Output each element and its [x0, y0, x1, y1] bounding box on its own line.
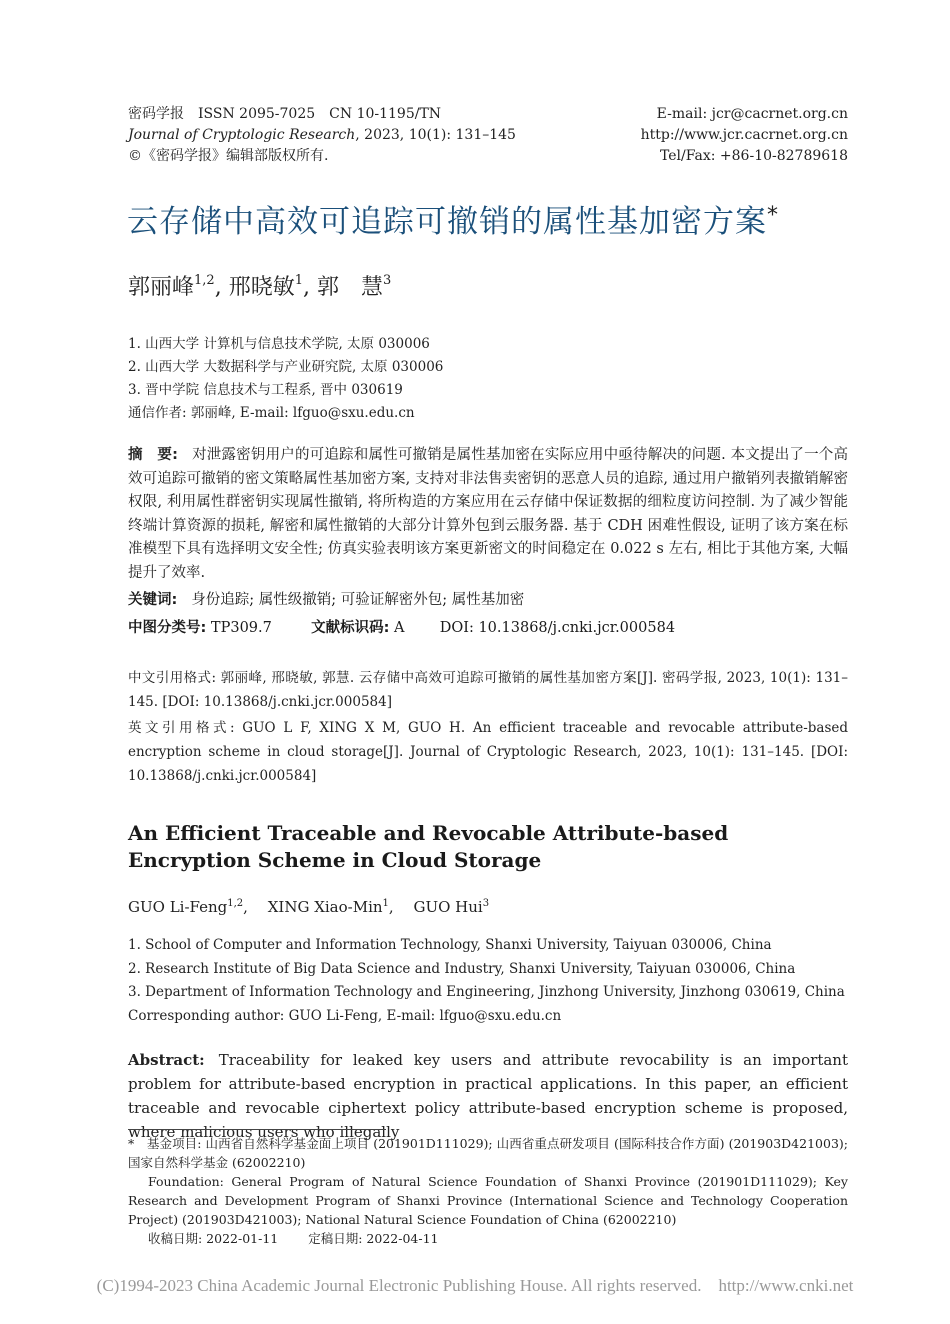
author-cn: 邢晓敏	[228, 275, 295, 300]
journal-name: Journal of Cryptologic Research	[128, 127, 356, 143]
journal-copyright-line: ©《密码学报》编辑部版权所有.	[128, 148, 329, 164]
accepted-date: 定稿日期: 2022-04-11	[308, 1231, 439, 1246]
corresponding-author-cn: 通信作者: 郭丽峰, E-mail: lfguo@sxu.edu.cn	[128, 405, 415, 421]
journal-header-left	[128, 104, 516, 167]
journal-header-right	[641, 104, 848, 167]
citation-cn: 中文引用格式: 郭丽峰, 邢晓敏, 郭慧. 云存储中高效可追踪可撤销的属性基加密方案[J]. 密码学报, 2023, 10(1): 131–145. [DOI: 10.13868/j.cnki.jcr.000584]	[128, 670, 848, 710]
clc-label: 中图分类号:	[128, 620, 207, 636]
affiliation-en: 2. Research Institute of Big Data Science and Industry, Shanxi University, Taiyuan 030006, China	[128, 960, 796, 977]
author-affil-sup: 3	[482, 898, 490, 909]
author-cn: 郭 慧	[317, 275, 384, 300]
author-separator: ,	[388, 898, 409, 916]
author-separator: ,	[243, 898, 263, 916]
footnote-fund-en: Foundation: General Program of Natural Science Foundation of Shanxi Province (201901D111029); Key Research and Development Program of Shanxi Province (International Science and Technology Cooperation Project) (201903D421003); National Natural Science Foundation of China (62002210)	[128, 1174, 848, 1227]
author-affil-sup: 1	[382, 898, 389, 909]
author-cn: 郭丽峰	[128, 275, 195, 300]
affiliation-en: 1. School of Computer and Information Technology, Shanxi University, Taiyuan 030006, China	[128, 937, 772, 953]
abstract-cn-text: 对泄露密钥用户的可追踪和属性可撤销是属性基加密在实际应用中亟待解决的问题. 本文提出了一个高效可追踪可撤销的密文策略属性基加密方案, 支持对非法售卖密钥的恶意人员的追踪, 通过用户撤销列表撤销解密权限, 利用属性群密钥实现属性撤销, 将所构造的方案应用在云存储中保证数据的细粒度访问控制. 为了减少智能终端计算资源的损耗, 解密和属性撤销的大部分计算外包到云服务器. 基于 CDH 困难性假设, 证明了该方案在标准模型下具有选择明文安全性; 仿真实验表明该方案更新密文的时间稳定在 0.022 s 左右, 相比于其他方案, 大幅提升了效率.	[128, 447, 848, 581]
author-affil-sup: 1,2	[227, 898, 244, 909]
author-en: XING Xiao-Min	[267, 898, 383, 916]
author-affil-sup: 1	[294, 273, 303, 288]
paper-title-en: An Efficient Traceable and Revocable Attribute-based Encryption Scheme in Cloud Storage	[128, 821, 729, 872]
journal-email: E-mail: jcr@cacrnet.org.cn	[656, 106, 848, 122]
keywords-text: 身份追踪; 属性级撤销; 可验证解密外包; 属性基加密	[191, 592, 525, 608]
journal-issn-line: 密码学报 ISSN 2095-7025 CN 10-1195/TN	[128, 106, 442, 122]
authors-cn	[128, 270, 391, 301]
affiliation-cn: 3. 晋中学院 信息技术与工程系, 晋中 030619	[128, 382, 403, 398]
affiliations-en	[128, 934, 845, 1028]
abstract-en-label: Abstract:	[128, 1051, 205, 1069]
footnote-divider	[128, 1129, 386, 1130]
keywords	[128, 589, 524, 611]
footnote-dates	[128, 1229, 848, 1248]
journal-volume: , 2023, 10(1): 131–145	[355, 127, 516, 143]
journal-url[interactable]: http://www.jcr.cacrnet.org.cn	[640, 127, 848, 143]
footnote-fund-cn: * 基金项目: 山西省自然科学基金面上项目 (201901D111029); 山西省重点研发项目 (国际科技合作方面) (201903D421003); 国家自然科学基金 (62002210)	[128, 1136, 848, 1170]
author-en: GUO Hui	[413, 898, 483, 916]
abstract-cn	[128, 444, 848, 585]
author-separator: ,	[303, 275, 317, 300]
abstract-cn-label: 摘 要:	[128, 447, 178, 463]
doc-code-value: A	[394, 620, 405, 636]
author-en: GUO Li-Feng	[128, 898, 228, 916]
cnki-copyright-line: (C)1994-2023 China Academic Journal Electronic Publishing House. All rights reserved. http://www.cnki.net	[96, 1276, 854, 1295]
classification	[128, 617, 675, 639]
title-footnote-mark: *	[767, 203, 779, 228]
journal-citation-line	[128, 125, 516, 146]
author-affil-sup: 3	[383, 273, 392, 288]
affiliation-cn: 1. 山西大学 计算机与信息技术学院, 太原 030006	[128, 336, 430, 352]
doc-code-label: 文献标识码:	[311, 620, 390, 636]
author-affil-sup: 1,2	[194, 273, 215, 288]
abstract-en-text: Traceability for leaked key users and attribute revocability is an important problem for attribute-based encryption in practical applications. In this paper, an efficient traceable and revocable ciphertext policy attribute-based encryption scheme is proposed, where malicious users who illegally	[128, 1051, 848, 1141]
keywords-label: 关键词:	[128, 592, 178, 608]
affiliations-cn	[128, 333, 443, 425]
affiliation-cn: 2. 山西大学 大数据科学与产业研究院, 太原 030006	[128, 359, 444, 375]
author-separator: ,	[214, 275, 229, 300]
paper-title-cn-text: 云存储中高效可追踪可撤销的属性基加密方案	[127, 204, 767, 240]
clc-value: TP309.7	[210, 620, 272, 636]
doi[interactable]: DOI: 10.13868/j.cnki.jcr.000584	[439, 620, 676, 636]
authors-en	[128, 896, 489, 917]
corresponding-author-en: Corresponding author: GUO Li-Feng, E-mail: lfguo@sxu.edu.cn	[128, 1007, 562, 1024]
received-date: 收稿日期: 2022-01-11	[148, 1231, 279, 1246]
paper-title-cn	[127, 196, 779, 241]
citation-en: 英文引用格式: GUO L F, XING X M, GUO H. An efficient traceable and revocable attribute-based encryption scheme in cloud storage[J]. Journal of Cryptologic Research, 2023, 10(1): 131–145. [DOI: 10.13868/j.cnki.jcr.000584]	[128, 720, 848, 784]
affiliation-en: 3. Department of Information Technology and Engineering, Jinzhong University, Jinzhong 030619, China	[128, 984, 845, 1000]
journal-telfax: Tel/Fax: +86-10-82789618	[660, 148, 848, 164]
